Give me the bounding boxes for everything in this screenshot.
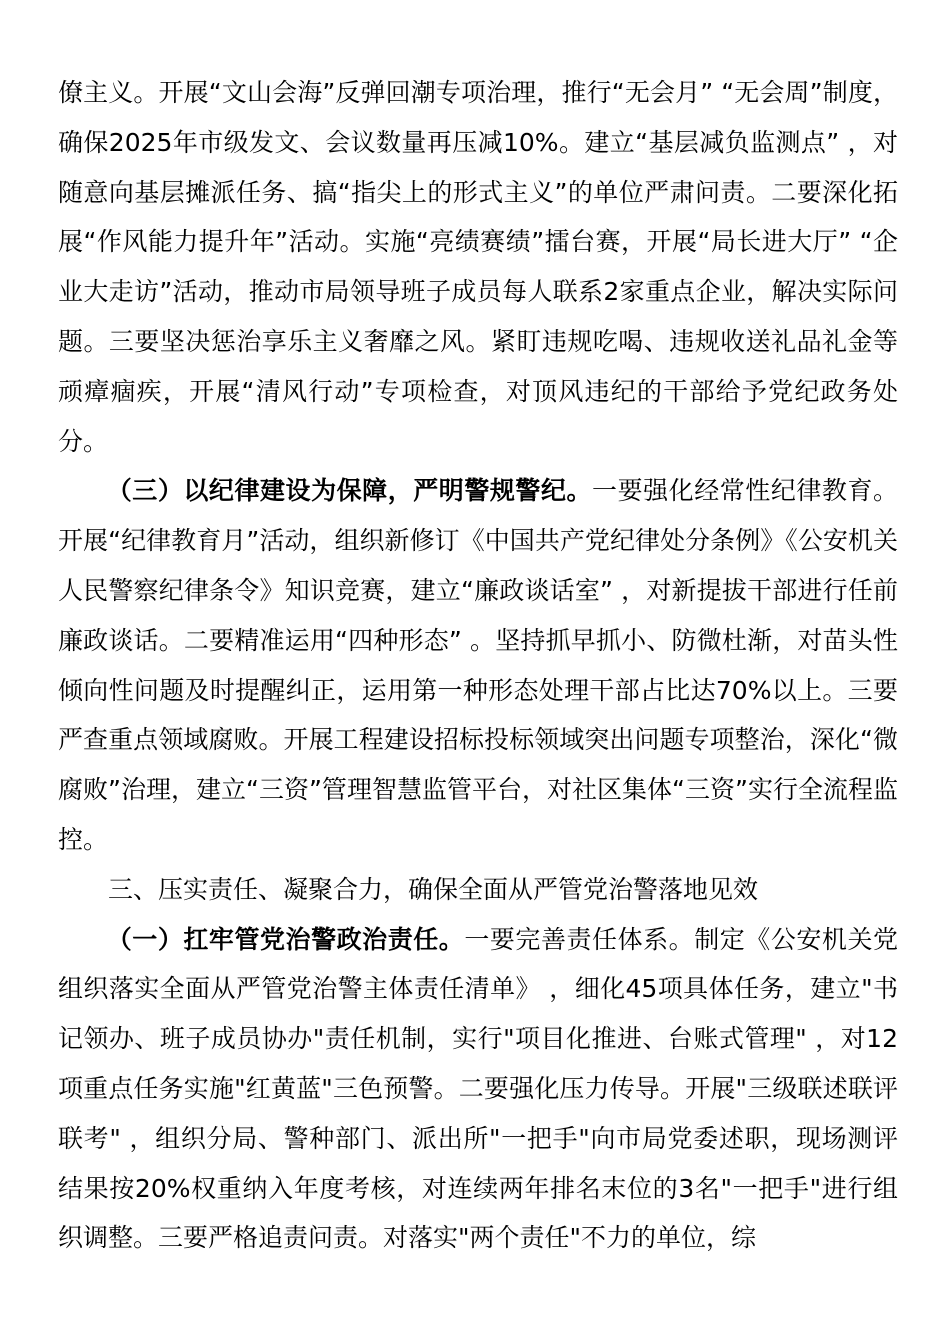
paragraph-responsibility: [58, 915, 898, 1264]
section-heading-text: 三、压实责任、凝聚合力，确保全面从严管党治警落地见效: [108, 874, 759, 904]
paragraph-continuation: [58, 68, 898, 466]
paragraph-heading: （三）以纪律建设为保障，严明警规警纪。: [106, 476, 593, 506]
paragraph-text: 僚主义。开展“文山会海”反弹回潮专项治理，推行“无会月” “无会周”制度，确保2025年市级发文、会议数量再压减10%。建立“基层减负监测点” ，对随意向基层摊派任务、搞“指尖上的形式主义”的单位严肃问责。二要深化拓展“作风能力提升年”活动。实施“亮绩赛绩”擂台赛，开展“局长进大厅” “企业大走访”活动，推动市局领导班子成员每人联系2家重点企业，解决实际问题。三要坚决惩治享乐主义奢靡之风。紧盯违规吃喝、违规收送礼品礼金等顽瘴痼疾，开展“清风行动”专项检查，对顶风违纪的干部给予党纪政务处分。: [58, 78, 898, 456]
paragraph-text: 一要强化经常性纪律教育。开展“纪律教育月”活动，组织新修订《中国共产党纪律处分条例》《公安机关人民警察纪律条令》知识竞赛，建立“廉政谈话室” ，对新提拔干部进行任前廉政谈话。二要精准运用“四种形态” 。坚持抓早抓小、防微杜渐，对苗头性倾向性问题及时提醒纠正，运用第一种形态处理干部占比达70%以上。三要严查重点领域腐败。开展工程建设招标投标领域突出问题专项整治，深化“微腐败”治理，建立“三资”管理智慧监管平台，对社区集体“三资”实行全流程监控。: [58, 476, 898, 854]
paragraph-heading: （一）扛牢管党治警政治责任。: [106, 924, 465, 954]
paragraph-discipline: [58, 466, 898, 864]
document-body: [58, 68, 898, 1263]
section-heading: [58, 865, 898, 915]
paragraph-text: 一要完善责任体系。制定《公安机关党组织落实全面从严管党治警主体责任清单》 ，细化45项具体任务，建立"书记领办、班子成员协办"责任机制，实行"项目化推进、台账式管理" ，对12项重点任务实施"红黄蓝"三色预警。二要强化压力传导。开展"三级联述联评联考" ，组织分局、警种部门、派出所"一把手"向市局党委述职，现场测评结果按20%权重纳入年度考核，对连续两年排名末位的3名"一把手"进行组织调整。三要严格追责问责。对落实"两个责任"不力的单位，综: [58, 924, 898, 1253]
